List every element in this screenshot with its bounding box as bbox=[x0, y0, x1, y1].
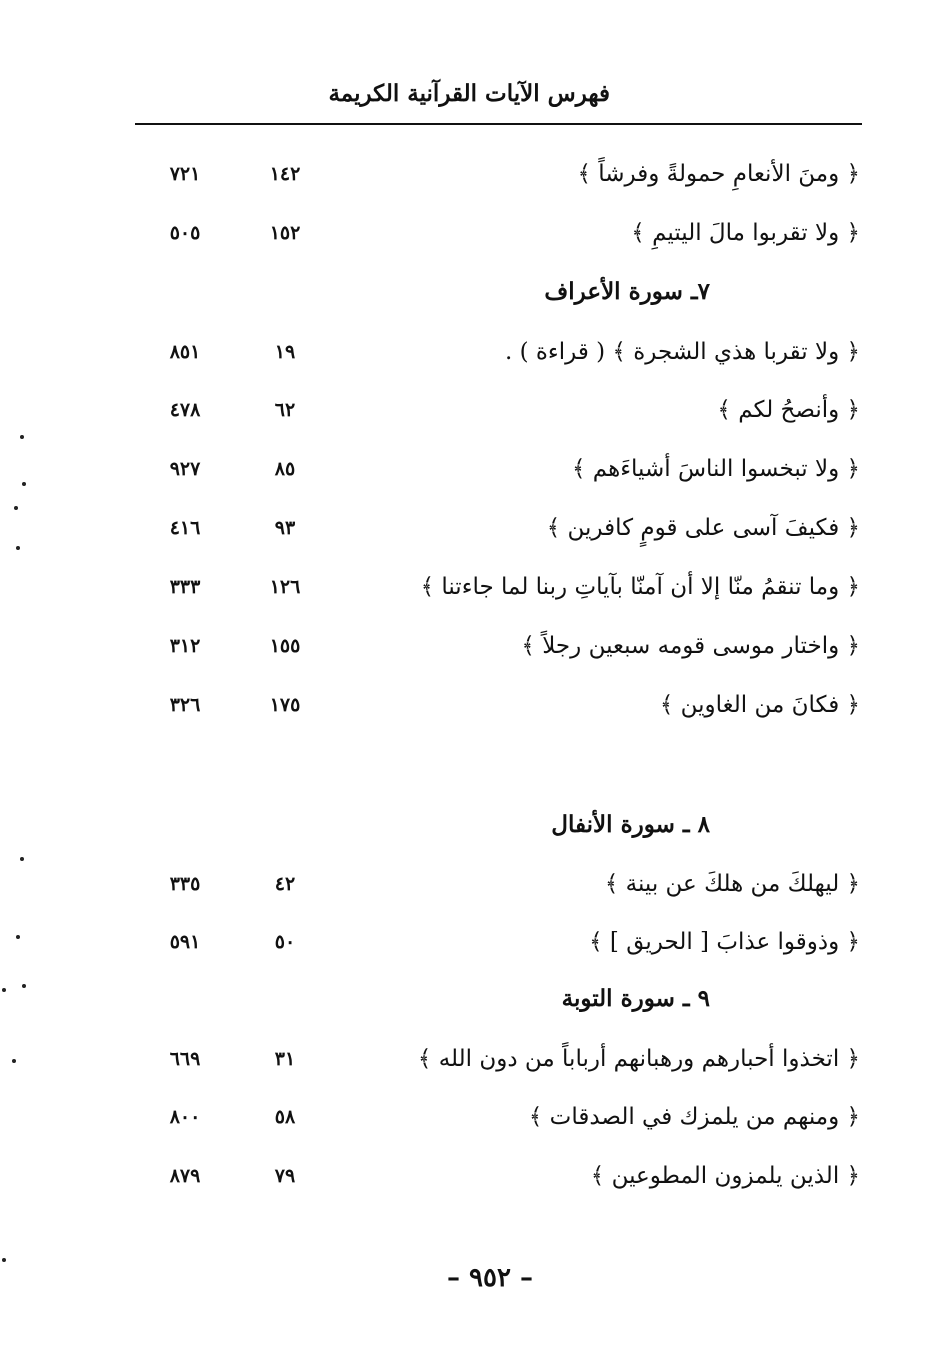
ayah-number: ٤٢ bbox=[274, 873, 296, 895]
ayah-number: ٣١ bbox=[274, 1048, 296, 1070]
reference-page: ٥٩١ bbox=[169, 931, 201, 953]
reference-page: ٣١٢ bbox=[169, 635, 201, 657]
surah-heading: ٩ ـ سورة التوبة bbox=[561, 985, 710, 1012]
reference-page: ٣٢٦ bbox=[169, 694, 201, 716]
index-entry bbox=[0, 864, 930, 904]
verse-text: ﴿ فكيفَ آسى على قومٍ كافرين ﴾ bbox=[546, 515, 860, 541]
verse-text: ﴿ ولا تبخسوا الناسَ أشياءَهم ﴾ bbox=[572, 456, 860, 482]
reference-page: ٤١٦ bbox=[169, 517, 201, 539]
reference-page: ٥٠٥ bbox=[169, 222, 201, 244]
verse-text: ﴿ ولا تقربا هذي الشجرة ﴾ ( قراءة ) . bbox=[504, 339, 860, 365]
reference-page: ٧٢١ bbox=[169, 163, 201, 185]
verse-text: ﴿ واختار موسى قومه سبعين رجلاً ﴾ bbox=[521, 633, 860, 659]
verse-text: ﴿ ليهلكَ من هلكَ عن بينة ﴾ bbox=[604, 871, 860, 897]
ayah-number: ٧٩ bbox=[274, 1165, 296, 1187]
verse-text: ﴿ فكانَ من الغاوين ﴾ bbox=[659, 692, 860, 718]
verse-text: ﴿ وذوقوا عذابَ [ الحريق ] ﴾ bbox=[589, 929, 860, 955]
page-number: – ٩٥٢ – bbox=[446, 1263, 534, 1293]
ayah-number: ١٢٦ bbox=[269, 576, 301, 598]
reference-page: ٨٧٩ bbox=[169, 1165, 201, 1187]
reference-page: ٨٠٠ bbox=[169, 1106, 201, 1128]
scan-speck bbox=[16, 935, 20, 939]
verse-text: ﴿ ومنهم من يلمزك في الصدقات ﴾ bbox=[528, 1104, 860, 1130]
scan-speck bbox=[22, 482, 26, 486]
ayah-number: ١٥٥ bbox=[269, 635, 301, 657]
index-entry bbox=[0, 626, 930, 666]
running-header-title: فهرس الآيات القرآنية الكريمة bbox=[328, 80, 610, 107]
verse-text: ﴿ ولا تقربوا مالَ اليتيمِ ﴾ bbox=[631, 220, 860, 246]
index-entry bbox=[0, 1156, 930, 1196]
scan-speck bbox=[16, 546, 20, 550]
reference-page: ٣٣٣ bbox=[169, 576, 201, 598]
ayah-number: ٨٥ bbox=[274, 458, 296, 480]
reference-page: ٨٥١ bbox=[169, 341, 201, 363]
index-entry bbox=[0, 449, 930, 489]
scan-speck bbox=[2, 988, 6, 992]
verse-text: ﴿ اتخذوا أحبارهم ورهبانهم أرباباً من دون الله ﴾ bbox=[417, 1046, 860, 1072]
index-entry bbox=[0, 508, 930, 548]
ayah-number: ١٤٢ bbox=[269, 163, 301, 185]
index-entry bbox=[0, 1097, 930, 1137]
index-entry bbox=[0, 922, 930, 962]
verse-text: ﴿ وأنصحُ لكم ﴾ bbox=[717, 397, 860, 423]
scan-speck bbox=[20, 435, 24, 439]
header-divider bbox=[135, 123, 862, 125]
index-entry bbox=[0, 567, 930, 607]
surah-heading: ٧ـ سورة الأعراف bbox=[544, 278, 710, 305]
index-entry bbox=[0, 390, 930, 430]
ayah-number: ٩٣ bbox=[274, 517, 296, 539]
verse-text: ﴿ الذين يلمزون المطوعين ﴾ bbox=[590, 1163, 860, 1189]
reference-page: ٦٦٩ bbox=[169, 1048, 201, 1070]
index-entry bbox=[0, 213, 930, 253]
reference-page: ٩٢٧ bbox=[169, 458, 201, 480]
ayah-number: ١٩ bbox=[274, 341, 296, 363]
reference-page: ٣٣٥ bbox=[169, 873, 201, 895]
ayah-number: ١٥٢ bbox=[269, 222, 301, 244]
scan-speck bbox=[12, 1059, 16, 1063]
index-entry bbox=[0, 332, 930, 372]
ayah-number: ١٧٥ bbox=[269, 694, 301, 716]
surah-heading: ٨ ـ سورة الأنفال bbox=[551, 811, 710, 838]
scan-speck bbox=[22, 984, 26, 988]
index-entry bbox=[0, 154, 930, 194]
scan-speck bbox=[20, 857, 24, 861]
index-entry bbox=[0, 1039, 930, 1079]
ayah-number: ٥٠ bbox=[274, 931, 296, 953]
verse-text: ﴿ وما تنقمُ منّا إلا أن آمنّا بآياتِ ربنا لما جاءتنا ﴾ bbox=[420, 574, 860, 600]
ayah-number: ٦٢ bbox=[274, 399, 296, 421]
verse-text: ﴿ ومنَ الأنعامِ حمولةً وفرشاً ﴾ bbox=[577, 161, 860, 187]
index-entry bbox=[0, 685, 930, 725]
scan-speck bbox=[2, 1258, 6, 1262]
reference-page: ٤٧٨ bbox=[169, 399, 201, 421]
scan-speck bbox=[14, 506, 18, 510]
ayah-number: ٥٨ bbox=[274, 1106, 296, 1128]
